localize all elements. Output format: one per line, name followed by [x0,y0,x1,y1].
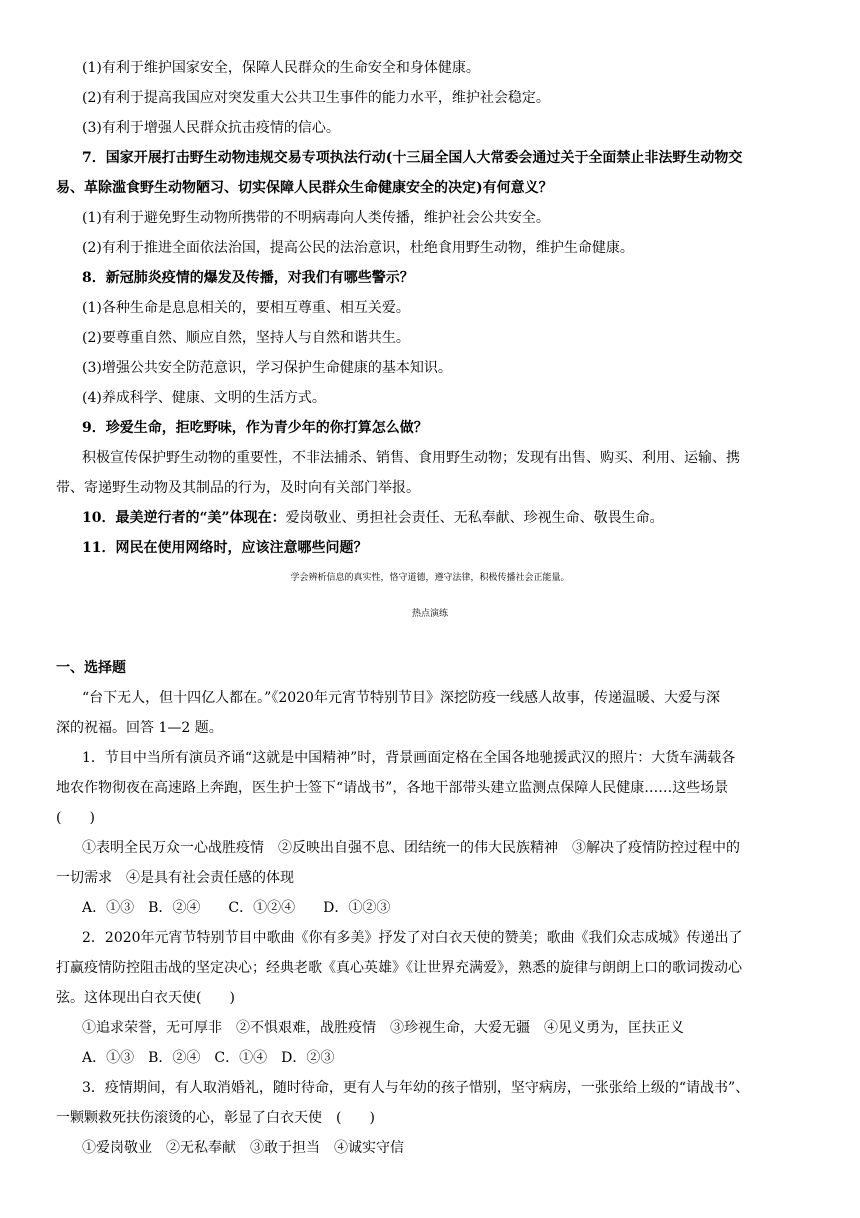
question-3-line1: 3．疫情期间，有人取消婚礼，随时待命，更有人与年幼的孩子惜别，坚守病房，一张张给上级的“请战书”、 [82,1080,750,1096]
question-8: 8．新冠肺炎疫情的爆发及传播，对我们有哪些警示？ [82,270,414,286]
question-2-line3: 弦。这体现出白衣天使( ) [56,990,235,1006]
question-2-choices: A．①③ B．②④ C．①④ D．②③ [82,1050,335,1066]
question-10-answer: 爱岗敬业、勇担社会责任、无私奉献、珍视生命、敬畏生命。 [285,510,664,526]
answer-11: 学会辨析信息的真实性，恪守道德，遵守法律，积极传播社会正能量。 [290,573,570,583]
question-3-options: ①爱岗敬业 ②无私奉献 ③敢于担当 ④诚实守信 [82,1140,404,1156]
question-1-options-line1: ①表明全民万众一心战胜疫情 ②反映出自强不息、团结统一的伟大民族精神 ③解决了疫情防控过程中的 [82,840,740,856]
answer-8-3: (3)增强公共安全防范意识，学习保护生命健康的基本知识。 [82,360,452,376]
question-9: 9．珍爱生命，拒吃野味，作为青少年的你打算怎么做？ [82,420,428,436]
answer-8-2: (2)要尊重自然、顺应自然，坚持人与自然和谐共生。 [82,330,410,346]
question-2-line2: 打赢疫情防控阻击战的坚定决心；经典老歌《真心英雄》《让世界充满爱》，熟悉的旋律与朗朗上口的歌词拨动心 [56,960,742,976]
answer-8-4: (4)养成科学、健康、文明的生活方式。 [82,390,326,406]
answer-8-1: (1)各种生命是息息相关的，要相互尊重、相互关爱。 [82,300,410,316]
answer-6-2: (2)有利于提高我国应对突发重大公共卫生事件的能力水平，维护社会稳定。 [82,90,550,106]
practice-heading: 热点演练 [411,609,448,619]
question-10-label: 10．最美逆行者的“美”体现在： [82,510,286,526]
intro-line2: 深的祝福。回答 1—2 题。 [56,720,223,736]
section-title-choice: 一、选择题 [56,660,126,676]
question-7-line1: 7．国家开展打击野生动物违规交易专项执法行动(十三届全国人大常委会通过关于全面禁止非法野生动物交 [82,150,743,166]
question-1-blank: ( ) [56,810,95,826]
question-1-options-line2: 一切需求 ④是具有社会责任感的体现 [56,870,294,886]
question-11: 11．网民在使用网络时，应该注意哪些问题？ [82,540,368,556]
answer-9-line2: 带、寄递野生动物及其制品的行为，及时向有关部门举报。 [56,480,420,496]
question-1-line1: 1．节目中当所有演员齐诵“这就是中国精神”时，背景画面定格在全国各地驰援武汉的照片：大货车满载各 [82,750,736,766]
question-1-line2: 地农作物彻夜在高速路上奔跑，医生护士签下“请战书”，各地干部带头建立监测点保障人民健康……这些场景 [56,780,729,796]
question-2-line1: 2．2020年元宵节特别节目中歌曲《你有多美》抒发了对白衣天使的赞美；歌曲《我们众志成城》传递出了 [82,930,743,946]
answer-6-1: (1)有利于维护国家安全，保障人民群众的生命安全和身体健康。 [82,60,480,76]
intro-line1: “台下无人，但十四亿人都在。”《2020年元宵节特别节目》深挖防疫一线感人故事，传递温暖、大爱与深 [82,690,720,706]
answer-9-line1: 积极宣传保护野生动物的重要性，不非法捕杀、销售、食用野生动物；发现有出售、购买、利用、运输、携 [82,450,740,466]
answer-6-3: (3)有利于增强人民群众抗击疫情的信心。 [82,120,340,136]
answer-7-2: (2)有利于推进全面依法治国，提高公民的法治意识，杜绝食用野生动物，维护生命健康。 [82,240,634,256]
answer-7-1: (1)有利于避免野生动物所携带的不明病毒向人类传播，维护社会公共安全。 [82,210,550,226]
question-7-line2: 易、革除滥食野生动物陋习、切实保障人民群众生命健康安全的决定)有何意义？ [56,180,553,196]
question-10 [82,508,664,528]
question-1-choices: A．①③ B．②④ C．①②④ D．①②③ [82,900,391,916]
question-3-line2: 一颗颗救死扶伤滚烫的心，彰显了白衣天使 ( ) [56,1110,375,1126]
question-2-options: ①追求荣誉，无可厚非 ②不惧艰难，战胜疫情 ③珍视生命，大爱无疆 ④见义勇为，匡扶正义 [82,1020,684,1036]
